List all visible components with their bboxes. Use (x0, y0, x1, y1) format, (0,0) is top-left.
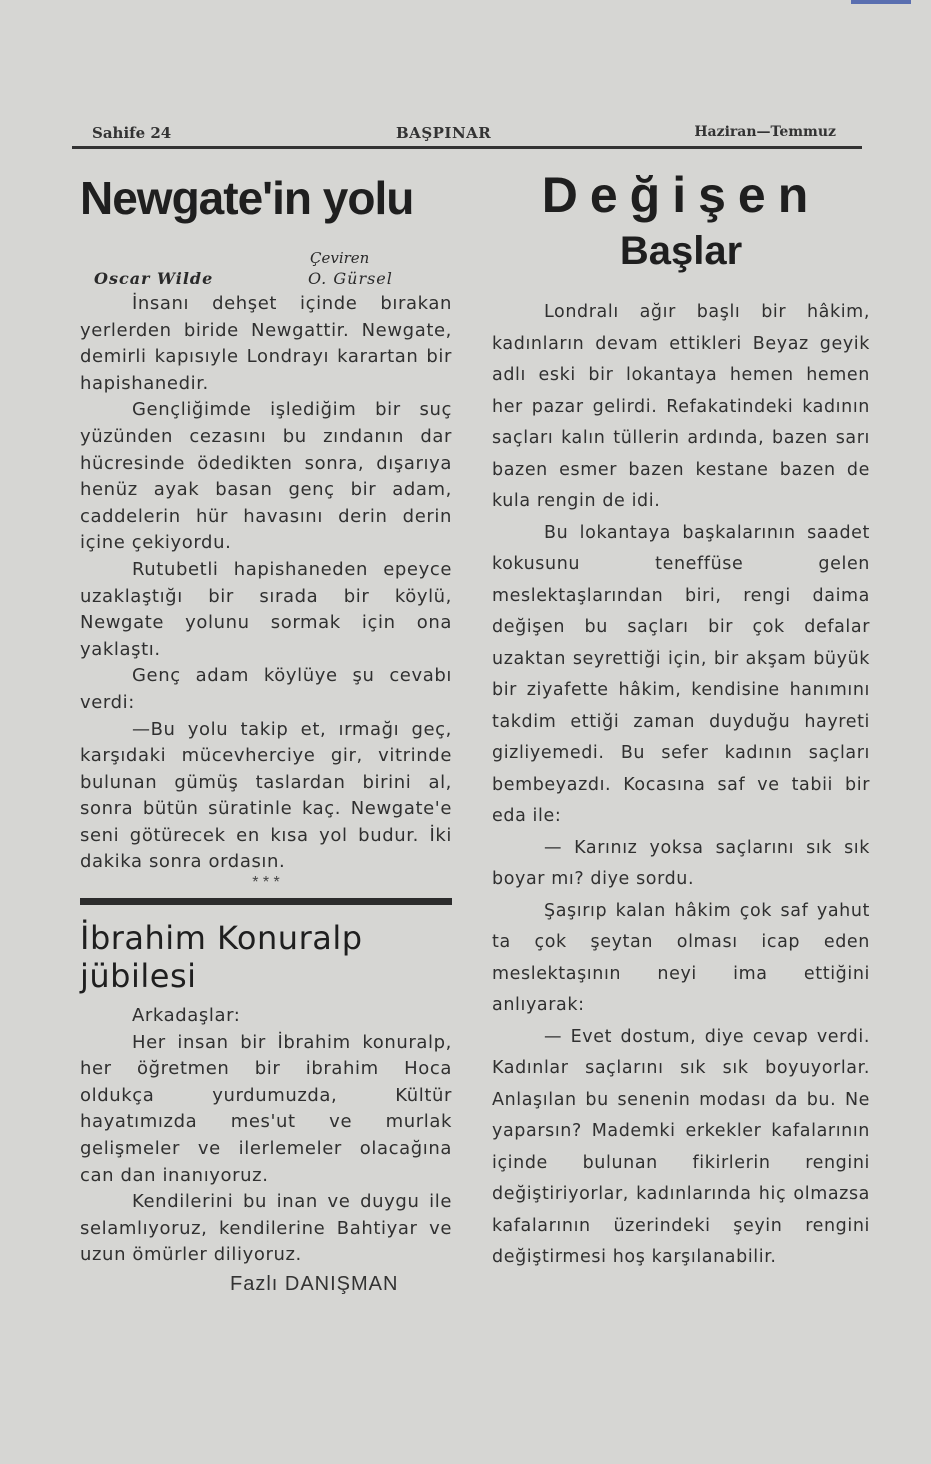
issue-date: Haziran—Temmuz (694, 124, 836, 140)
article-title-line1: Değişen (541, 167, 821, 223)
byline (80, 249, 452, 291)
left-column (80, 165, 452, 1296)
paragraph: Gençliğimde işlediğim bir suç yüzünden cezasını bu zındanın dar hücresinde ödedikten sonra, dışarıya henüz ayak basan genç bir adam, caddelerin hür havasını derin derin içine çekiyordu. (80, 399, 452, 554)
paragraph: Şaşırıp kalan hâkim çok saf yahut ta çok şeytan olması icap eden meslektaşının neyi ima ettiğini anlıyarak: (492, 900, 870, 1015)
signature: Fazlı DANIŞMAN (230, 1273, 399, 1295)
translator-label: Çeviren (310, 249, 370, 267)
article-body-heads (492, 297, 870, 1274)
article-body-newgate (80, 291, 452, 876)
article-body-jubilee (80, 1003, 452, 1269)
header-rule (72, 146, 862, 149)
author-name: Oscar Wilde (94, 269, 214, 288)
section-divider (80, 898, 452, 905)
article-title-newgate: Newgate'in yolu (80, 172, 414, 224)
translator-name: O. Gürsel (308, 269, 393, 288)
paragraph: Genç adam köylüye şu cevabı verdi: (80, 665, 452, 713)
paragraph: Kendilerini bu inan ve duygu ile selamlıyoruz, kendilerine Bahtiyar ve uzun ömürler diliyoruz. (80, 1191, 452, 1266)
article-title-line2: Başlar (619, 229, 743, 273)
paragraph: Londralı ağır başlı bir hâkim, kadınların devam ettikleri Beyaz geyik adlı eski bir lokantaya hemen hemen her pazar gelirdi. Refakatindeki kadının saçları kalın tüllerin ardında, bazen sarı bazen esmer bazen kestane bazen de kula rengin de idi. (492, 302, 870, 511)
section-separator-stars: * * * (252, 874, 280, 892)
paragraph: Rutubetli hapishaneden epeyce uzaklaştığı bir sırada bir köylü, Newgate yolunu sormak için ona yaklaştı. (80, 558, 452, 660)
paragraph: Bu lokantaya başkalarının saadet kokusunu teneffüse gelen meslektaşlarından biri, rengi daima değişen bu saçları bir çok defalar uzaktan seyrettiği için, bir akşam büyük bir ziyafette hâkim, kendisine hanımını takdim ettiği zaman duyduğu hayreti gizliyemedi. Bu sefer kadının saçları bembeyazdı. Kocasına saf ve tabii bir eda ile: (492, 522, 870, 826)
paragraph: İnsanı dehşet içinde bırakan yerlerden biride Newgattir. Newgate, demirli kapısıyle Londrayı karartan bir hapishanedir. (80, 293, 452, 394)
journal-name: BAŞPINAR (396, 124, 492, 142)
paragraph: —Bu yolu takip et, ırmağı geç, karşıdaki mücevherciye gir, vitrinde bulunan gümüş taslardan birini al, sonra bütün süratinle kaç. Newgate'e seni götürecek en kısa yol budur. İki dakika sonra ordasın. (80, 718, 452, 873)
article-title-jubilee: İbrahim Konuralp jübilesi (80, 919, 363, 996)
page-header (78, 124, 860, 146)
right-column (492, 165, 870, 1274)
paragraph: Arkadaşlar: (132, 1005, 241, 1027)
page-number: Sahife 24 (92, 124, 172, 142)
paragraph: — Karınız yoksa saçlarını sık sık boyar mı? diye sordu. (492, 837, 870, 889)
paragraph: — Evet dostum, diye cevap verdi. Kadınlar saçlarını sık sık boyuyorlar. Anlaşılan bu senenin modası da bu. Ne yaparsın? Mademki erkekler kafalarının içinde bulunan fikirlerin rengini değiştiriyorlar, kadınlarında hiç olmazsa kafalarının üzerindeki şeyin rengini değiştirmesi hoş karşılanabilir. (492, 1026, 870, 1267)
paragraph: Her insan bir İbrahim konuralp, her öğretmen bir ibrahim Hoca oldukça yurdumuzda, Kültür hayatımızda mes'ut ve murlak gelişmeler ve ilerlemeler olacağına can dan inanıyoruz. (80, 1031, 452, 1186)
